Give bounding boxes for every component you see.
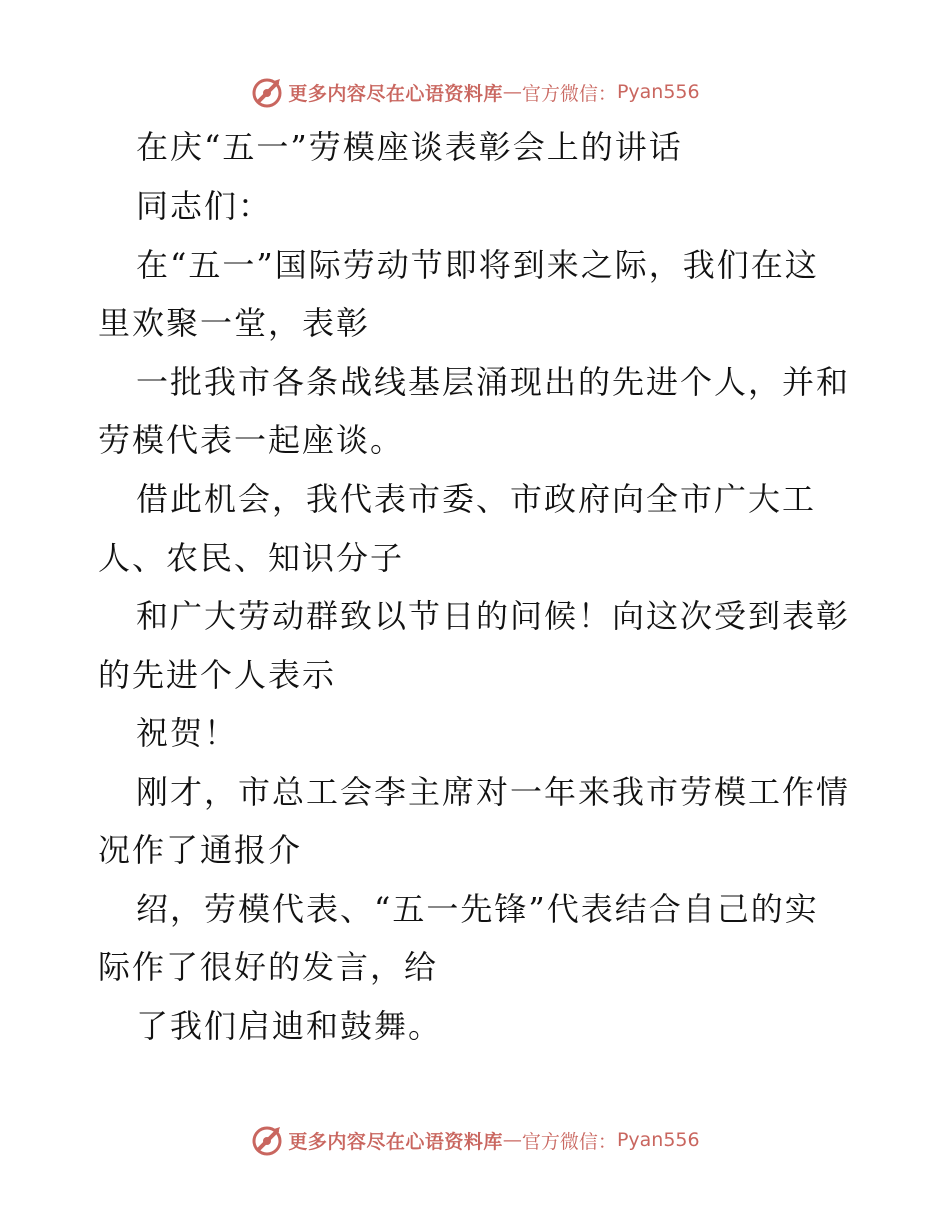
paragraph-line: 在“五一”国际劳动节即将到来之际，我们在这: [136, 246, 819, 284]
paragraph-line: 人、农民、知识分子: [98, 539, 405, 577]
watermark-wechat-label: 官方微信：: [521, 1130, 617, 1153]
paragraph-line: 绍，劳模代表、“五一先锋”代表结合自己的实: [136, 890, 819, 928]
logo-icon: [250, 75, 284, 109]
paragraph-line: 刚才，市总工会李主席对一年来我市劳模工作情: [136, 773, 851, 811]
salutation: 同志们：: [136, 187, 273, 225]
paragraph-line: 际作了很好的发言，给: [98, 948, 439, 986]
paragraph-line: 的先进个人表示: [98, 656, 337, 694]
footer-watermark: [0, 1120, 950, 1160]
paragraph-line: 劳模代表一起座谈。: [98, 421, 405, 459]
paragraph-line: 借此机会，我代表市委、市政府向全市广大工: [136, 480, 817, 518]
paragraph-line: 况作了通报介: [98, 831, 303, 869]
watermark-text: 更多内容尽在心语资料库: [288, 82, 503, 105]
watermark-dash: —: [502, 1129, 522, 1151]
watermark-wechat-id: Pyan556: [616, 81, 700, 103]
paragraph-line: 了我们启迪和鼓舞。: [136, 1007, 443, 1045]
paragraph-line: 一批我市各条战线基层涌现出的先进个人，并和: [136, 363, 851, 401]
paragraph-line: 里欢聚一堂，表彰: [98, 304, 371, 342]
document-title: 在庆“五一”劳模座谈表彰会上的讲话: [136, 128, 683, 166]
watermark-wechat-id: Pyan556: [616, 1129, 700, 1151]
paragraph-line: 祝贺！: [136, 714, 239, 752]
watermark-dash: —: [502, 81, 522, 103]
logo-icon: [250, 1123, 284, 1157]
watermark-text: 更多内容尽在心语资料库: [288, 1130, 503, 1153]
header-watermark: [0, 72, 950, 112]
watermark-wechat-label: 官方微信：: [521, 82, 617, 105]
paragraph-line: 和广大劳动群致以节日的问候！向这次受到表彰: [136, 597, 851, 635]
